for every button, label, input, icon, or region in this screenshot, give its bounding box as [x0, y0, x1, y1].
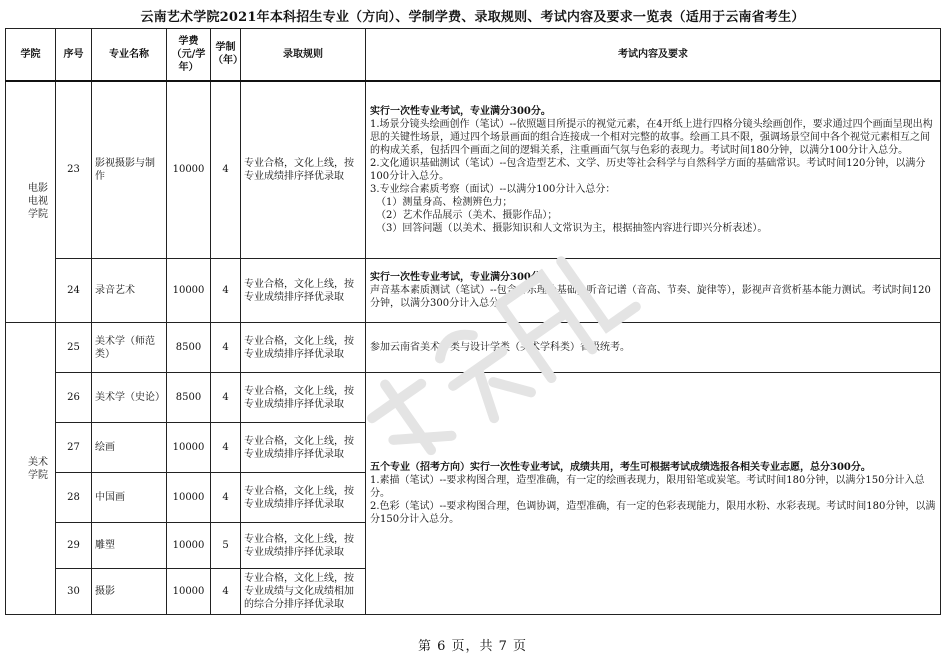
- exam-head: 五个专业（招考方向）实行一次性专业考试，成绩共用，考生可根据考试成绩选报各相关专业志愿，总分300分。: [370, 462, 871, 473]
- header-exam: 考试内容及要求: [366, 29, 941, 81]
- row-tuition: 8500: [167, 373, 211, 423]
- row-major: 美术学（师范类）: [92, 323, 167, 373]
- row-seq: 28: [56, 473, 92, 523]
- exam-item: 2.色彩（笔试）--要求构图合理，色调协调，造型准确，有一定的色彩表现能力，限用水粉、水彩表现。考试时间180分钟，以满分150分计入总分。: [370, 501, 936, 525]
- exam-item: 1.素描（笔试）--要求构图合理，造型准确，有一定的绘画表现力，限用铅笔或炭笔。考试时间180分钟，以满分150分计入总分。: [370, 475, 925, 499]
- exam-cell-26-30: [366, 373, 941, 615]
- row-years: 4: [211, 569, 241, 615]
- exam-head: 实行一次性专业考试，专业满分300分。: [370, 105, 551, 117]
- header-rule: 录取规则: [241, 29, 366, 81]
- table-row: [6, 81, 941, 259]
- row-major: 摄影: [92, 569, 167, 615]
- college-film: 电影电视学院: [6, 81, 56, 323]
- exam-subitem: （2）艺术作品展示（美术、摄影作品）；: [376, 209, 558, 221]
- row-rule: 专业合格，文化上线，按专业成绩排序择优录取: [241, 81, 366, 259]
- exam-subitem: （1）测量身高、检测辨色力；: [376, 196, 513, 208]
- row-rule: 专业合格，文化上线，按专业成绩排序择优录取: [241, 473, 366, 523]
- exam-item: 3.专业综合素质考察（面试）--以满分100分计入总分：: [370, 183, 616, 195]
- exam-cell-23: [366, 81, 941, 259]
- row-seq: 30: [56, 569, 92, 615]
- table-row: [6, 259, 941, 323]
- row-rule: 专业合格，文化上线，按专业成绩排序择优录取: [241, 423, 366, 473]
- college-art: 美术学院: [6, 323, 56, 615]
- admission-table: [5, 28, 941, 615]
- row-seq: 23: [56, 81, 92, 259]
- row-seq: 27: [56, 423, 92, 473]
- row-years: 4: [211, 473, 241, 523]
- row-tuition: 10000: [167, 423, 211, 473]
- header-tuition: 学费（元/学年）: [167, 29, 211, 81]
- exam-subitem: （3）回答问题（以美术、摄影知识和人文常识为主，根据抽签内容进行即兴分析表述）。: [376, 222, 768, 234]
- page-footer: 第 6 页，共 7 页: [417, 639, 528, 654]
- exam-item: 1.场景分镜头绘画创作（笔试）--依照题目所提示的视觉元素，在4开纸上进行四格分镜头绘画创作，要求通过四个画面呈现出构思的关键性场景，通过四个场景画面的组合连接成一个相对完整的故事。绘画工具不限，强调场景空间中各个视觉元素相互之间的构成关系，包括四个画面之间的逻辑关系，注重画面气氛与色彩的表现力。考试时间180分钟，以满分100分计入总分。: [370, 118, 933, 156]
- row-years: 4: [211, 323, 241, 373]
- row-tuition: 10000: [167, 523, 211, 569]
- row-tuition: 8500: [167, 323, 211, 373]
- row-years: 5: [211, 523, 241, 569]
- row-years: 4: [211, 81, 241, 259]
- row-rule: 专业合格，文化上线，按专业成绩排序择优录取: [241, 323, 366, 373]
- row-years: 4: [211, 259, 241, 323]
- row-years: 4: [211, 373, 241, 423]
- row-major: 雕塑: [92, 523, 167, 569]
- table-row: [6, 323, 941, 373]
- exam-item: 2.文化通识基础测试（笔试）--包含造型艺术、文学、历史等社会科学与自然科学方面的基础常识。考试时间120分钟，以满分100分计入总分。: [370, 157, 926, 182]
- row-tuition: 10000: [167, 569, 211, 615]
- table-row: [6, 373, 941, 423]
- row-major: 美术学（史论）: [92, 373, 167, 423]
- row-rule: 专业合格，文化上线，按专业成绩排序择优录取: [241, 523, 366, 569]
- row-rule: 专业合格，文化上线，按专业成绩排序择优录取: [241, 373, 366, 423]
- row-major: 绘画: [92, 423, 167, 473]
- row-tuition: 10000: [167, 473, 211, 523]
- header-duration: 学制（年）: [211, 29, 241, 81]
- row-tuition: 10000: [167, 259, 211, 323]
- row-seq: 26: [56, 373, 92, 423]
- row-seq: 25: [56, 323, 92, 373]
- exam-item: 参加云南省美术学类与设计学类（美术学科类）省级统考。: [370, 342, 630, 353]
- exam-cell-24: [366, 259, 941, 323]
- row-years: 4: [211, 423, 241, 473]
- exam-cell-25: [366, 323, 941, 373]
- header-college: 学院: [6, 29, 56, 81]
- header-major: 专业名称: [92, 29, 167, 81]
- header-row: [6, 29, 941, 81]
- row-major: 影视摄影与制作: [92, 81, 167, 259]
- row-rule: 专业合格，文化上线，按专业成绩与文化成绩相加的综合分排序择优录取: [241, 569, 366, 615]
- exam-head: 实行一次性专业考试，专业满分300分。: [370, 272, 551, 283]
- row-major: 录音艺术: [92, 259, 167, 323]
- header-seq: 序号: [56, 29, 92, 81]
- row-major: 中国画: [92, 473, 167, 523]
- row-tuition: 10000: [167, 81, 211, 259]
- row-seq: 29: [56, 523, 92, 569]
- exam-item: 声音基本素质测试（笔试）--包含音乐理论基础，听音记谱（音高、节奏、旋律等），影视声音赏析基本能力测试。考试时间120分钟，以满分300分计入总分。: [370, 285, 931, 309]
- row-seq: 24: [56, 259, 92, 323]
- page-title: 云南艺术学院2021年本科招生专业（方向）、学制学费、录取规则、考试内容及要求一览表（适用于云南省考生）: [140, 10, 805, 25]
- row-rule: 专业合格，文化上线，按专业成绩排序择优录取: [241, 259, 366, 323]
